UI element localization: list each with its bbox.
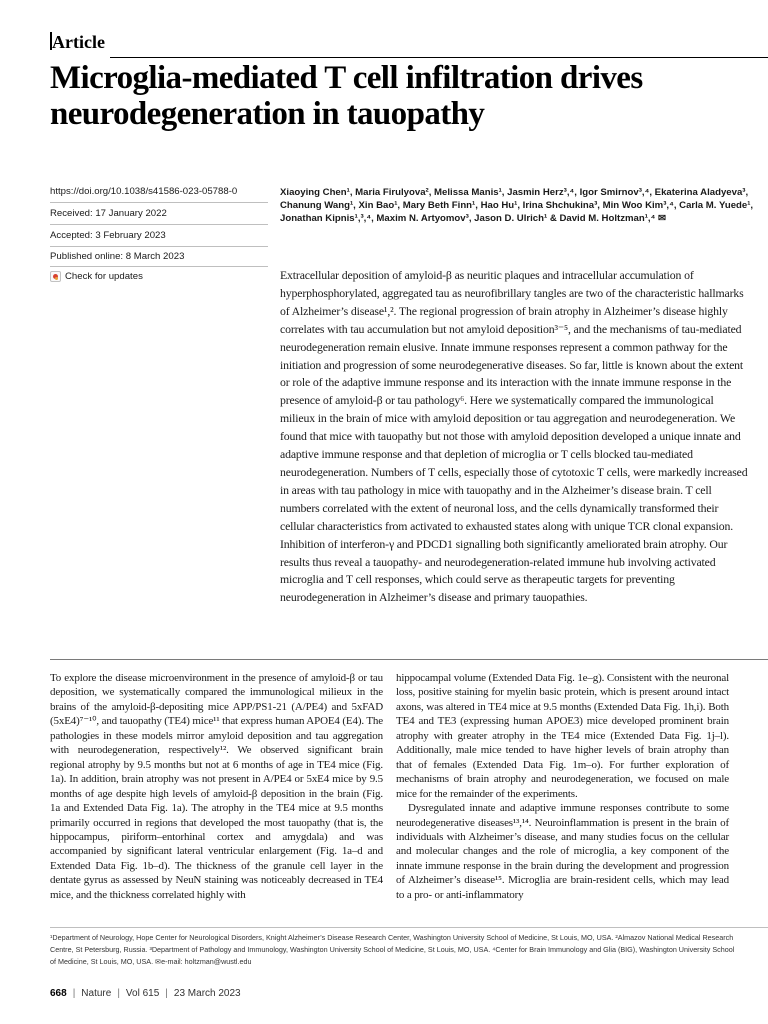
published-date: Published online: 8 March 2023 <box>50 251 185 262</box>
journal-volume: Vol 615 <box>125 988 160 999</box>
accepted-date: Accepted: 3 February 2023 <box>50 230 166 241</box>
issue-date: 23 March 2023 <box>173 988 241 999</box>
page-number: 668 <box>50 988 67 999</box>
section-label: Article <box>52 32 105 52</box>
affiliations-footnote: ¹Department of Neurology, Hope Center for Neurological Disorders, Knight Alzheimer’s Disease Research Center, Washington University School of Medicine, St Louis, MO, USA. ²Almazov National Medical Research Centre, St Petersburg, Russia. ³Department of Pathology and Immunology, Washington University School of Medicine, St Louis, MO, USA. ⁴Center for Brain Immunology and Glia (BIG), Washington University School of Medicine, St Louis, MO, USA. ✉e-mail: holtzman@wustl.edu <box>50 933 735 966</box>
body-column-right <box>396 671 729 902</box>
check-for-updates-button[interactable] <box>50 271 268 282</box>
body-paragraph: To explore the disease microenvironment in the presence of amyloid-β or tau deposition, we systematically compared the immunological milieux in the brains of the amyloid-β-depositing mice APP/PS1-21 (A/PE4) and 5xFAD (5xE4)⁷⁻¹⁰, and tauopathy (TE4) mice¹¹ that express human APOE4 (E4). The pathologies in these models mirror amyloid deposition and tau aggregation with neurodegeneration, respectively¹². We observed significant brain regional atrophy by 9.5 months but not at 6 months of age in TE4 mice (Fig. 1a). In addition, brain atrophy was not present in A/PE4 or 5xE4 mice by 9.5 months of age despite high levels of amyloid-β deposition in the brain (Fig. 1a and Extended Data Fig. 1a). The atrophy in the TE4 mice at 9.5 months primarily occurred in regions that developed the most tauopathy (that is, the hippocampus, piriform–entorhinal cortex and amygdala) and was accompanied by significant lateral ventricular enlargement (Fig. 1a–d and Extended Data Fig. 1b–d). The thickness of the granule cell layer in the dentate gyrus as assessed by NeuN staining was noticeably decreased in TE4 mice, and the thickness correlated highly with <box>50 672 383 901</box>
journal-name: Nature <box>81 988 112 999</box>
author-list: Xiaoying Chen¹, Maria Firulyova², Melissa Manis¹, Jasmin Herz³,⁴, Igor Smirnov³,⁴, Ekaterina Aladyeva³, Chanung Wang¹, Xin Bao¹, Mary Beth Finn¹, Hao Hu¹, Irina Shchukina³, Min Woo Kim³,⁴, Carla M. Yuede¹, Jonathan Kipnis¹,³,⁴, Maxim N. Artyomov³, Jason D. Ulrich¹ & David M. Holtzman¹,⁴ ✉ <box>280 187 754 224</box>
meta-divider <box>50 224 268 225</box>
check-updates-label: Check for updates <box>65 271 143 282</box>
header-rule <box>110 57 768 58</box>
footer-separator: | <box>165 988 168 999</box>
received-date: Received: 17 January 2022 <box>50 208 167 219</box>
footer-separator: | <box>72 988 76 999</box>
meta-divider <box>50 202 268 203</box>
footnote-rule <box>50 927 768 928</box>
check-updates-icon <box>50 271 61 282</box>
abstract: Extracellular deposition of amyloid-β as neuritic plaques and intracellular accumulation of hyperphosphorylated, aggregated tau as neurofibrillary tangles are two of the characteristic hallmarks of Alzheimer’s disease¹,². The regional progression of brain atrophy in Alzheimer’s disease highly correlates with tau accumulation but not amyloid deposition³⁻⁵, and the mechanisms of tau-mediated neurodegeneration remain elusive. Innate immune responses represent a common pathway for the initiation and progression of some neurodegenerative diseases. So far, little is known about the extent or role of the adaptive immune response and its interaction with the innate immune response in the presence of amyloid-β or tau pathology⁶. Here we systematically compared the immunological milieux in the brain of mice with amyloid deposition or tau aggregation and neurodegeneration. We found that mice with tauopathy but not those with amyloid deposition developed a unique innate and adaptive immune response and that depletion of microglia or T cells blocked tau-mediated neurodegeneration. Numbers of T cells, especially those of cytotoxic T cells, were markedly increased in areas with tau pathology in mice with tauopathy and in the Alzheimer’s disease brain. T cell numbers correlated with the extent of neuronal loss, and the cells dynamically transformed their cellular characteristics from activated to exhausted states along with unique TCR clonal expansion. Inhibition of interferon-γ and PDCD1 signalling both significantly ameliorated brain atrophy. Our results thus reveal a tauopathy- and neurodegeneration-related immune hub involving activated microglia and T cell responses, which could serve as therapeutic targets for preventing neurodegeneration in Alzheimer’s disease and primary tauopathies. <box>280 268 748 605</box>
meta-divider <box>50 266 268 267</box>
body-paragraph: Dysregulated innate and adaptive immune responses contribute to some neurodegenerative diseases¹³,¹⁴. Neuroinflammation is present in the brain of individuals with Alzheimer’s disease, and many studies focus on the cellular and molecular changes and the role of microglia, a key component of the innate immune response in the brain during the development and progression of Alzheimer’s disease¹⁵. Microglia are brain-resident cells, which may lead to a pro- or anti-inflammatory <box>396 802 729 901</box>
abstract-divider <box>50 659 768 660</box>
article-title: Microglia-mediated T cell infiltration drives neurodegeneration in tauopathy <box>50 60 643 132</box>
body-column-left <box>50 671 383 902</box>
body-paragraph: hippocampal volume (Extended Data Fig. 1e–g). Consistent with the neuronal loss, positive staining for myelin basic protein, which is present around intact axons, was altered in TE4 mice at 9.5 months (Extended Data Fig. 1h,i). Both TE4 and TE3 (expressing human APOE3) mice developed prominent brain atrophy with greater atrophy in the TE4 mice (Extended Data Fig. 1j–l). Additionally, male mice tended to have higher levels of brain atrophy than that of females (Extended Data Fig. 1m–o). For further exploration of mechanisms of brain atrophy and neurodegeneration, we focused on male mice for the remainder of the experiments. <box>396 672 729 800</box>
doi-link[interactable]: https://doi.org/10.1038/s41586-023-05788-0 <box>50 186 238 197</box>
footer-separator: | <box>117 988 120 999</box>
meta-divider <box>50 246 268 247</box>
page-footer <box>50 988 241 999</box>
